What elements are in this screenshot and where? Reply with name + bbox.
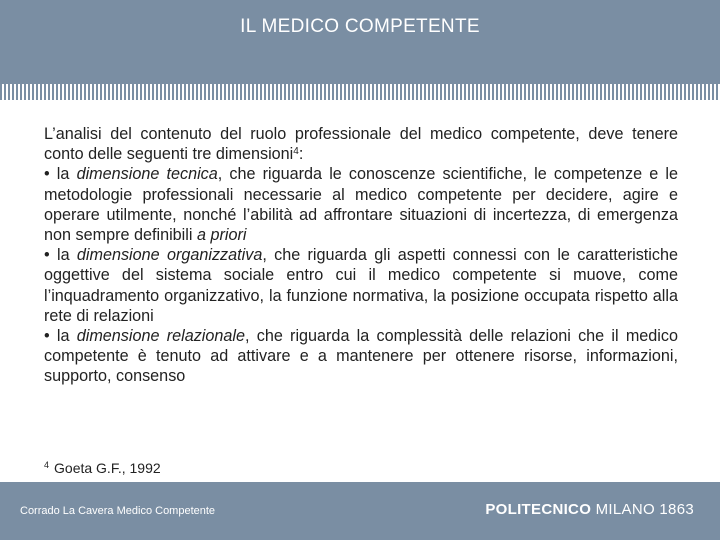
footnote-number: 4 (44, 460, 50, 470)
intro-text: L’analisi del contenuto del ruolo professionale del medico competente, deve tenere conto delle seguenti tre dimensioni (44, 125, 678, 164)
footnote-reference: 4 (293, 146, 299, 158)
footnote-text: Goeta G.F., 1992 (54, 460, 161, 476)
page-title: IL MEDICO COMPETENTE (240, 16, 480, 37)
bullet-text: , che riguarda gli aspetti connessi con le caratteristiche oggettive del sistema sociale entro cui il medico competente si muove, come l’inquadramento organizzativo, la funzione normativa, la posizione occupata rispetto alla rete di relazioni (44, 246, 678, 325)
bullet-relational (44, 326, 678, 387)
intro-colon: : (298, 145, 304, 164)
bullet-technical (44, 164, 678, 245)
italic-phrase: a priori (196, 226, 247, 245)
bullet-text: , che riguarda la complessità delle relazioni che il medico competente è tenuto ad attivare e a mantenere per ottenere risorse, informazioni, supporto, consenso (44, 327, 678, 386)
logo-bold-text: POLITECNICO (485, 501, 592, 518)
footnote (44, 460, 161, 476)
dimension-term: dimensione organizzativa (76, 246, 263, 265)
header-bar (0, 0, 720, 84)
header-stripe-divider (0, 84, 720, 100)
dimension-term: dimensione tecnica (76, 165, 218, 184)
bullet-prefix: • la (44, 327, 77, 346)
politecnico-logo (485, 501, 694, 518)
bullet-prefix: • la (44, 165, 77, 184)
dimension-term: dimensione relazionale (76, 327, 246, 346)
bullet-prefix: • la (44, 246, 77, 265)
bullet-text: , che riguarda le conoscenze scientifiche, le competenze e le metodologie professionali necessarie al medico competente per decidere, agire e operare utilmente, nonché l’abilità ad affrontare situazioni di incertezza, di emergenza non sempre definibili (44, 165, 678, 245)
main-text (44, 124, 678, 387)
logo-thin-text: MILANO 1863 (595, 501, 694, 518)
bullet-organizational (44, 245, 678, 326)
footer-author: Corrado La Cavera Medico Competente (20, 505, 216, 517)
intro-paragraph (44, 124, 678, 164)
footer-bar (0, 482, 720, 540)
